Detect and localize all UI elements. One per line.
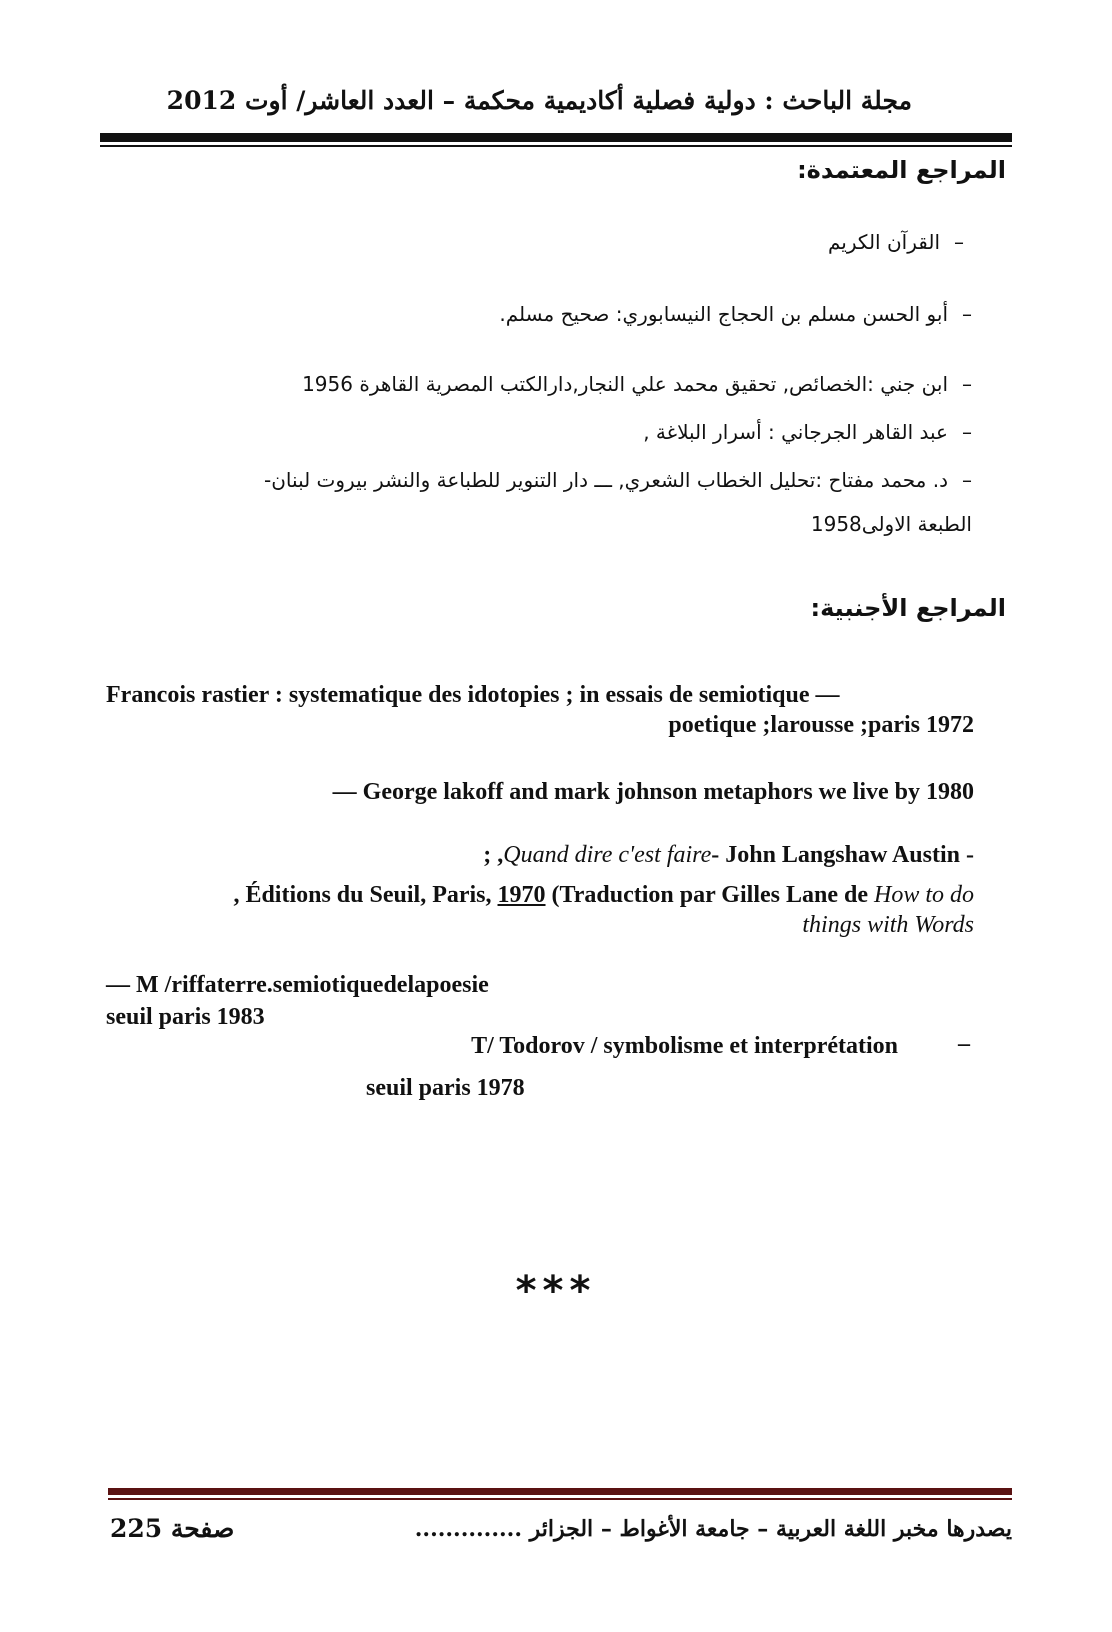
item-dash: – — [954, 230, 964, 254]
reference-text: د. محمد مفتاح :تحليل الخطاب الشعري, ـــ دار التنوير للطباعة والنشر بيروت لبنان- — [264, 468, 948, 492]
item-dash: – — [962, 372, 972, 396]
reference-todorov-continued: seuil paris 1978 — [366, 1075, 525, 1101]
austin-title: Quand dire c'est faire — [503, 842, 712, 868]
section-separator: *** — [515, 1268, 597, 1314]
item-dash: – — [962, 420, 972, 444]
reference-todorov: T/ Todorov / symbolisme et interprétation — [471, 1033, 898, 1059]
reference-austin — [483, 842, 974, 869]
arabic-reference-item-continued: الطبعة الاولى1958 — [810, 512, 972, 536]
austin-publisher: , Éditions du Seuil, Paris, — [233, 882, 498, 908]
header-rule-thin — [100, 145, 1012, 147]
foreign-references-heading: المراجع الأجنبية: — [810, 594, 1006, 622]
footer-rule-thin — [108, 1498, 1012, 1500]
austin-prefix: ; , — [483, 842, 504, 868]
austin-original-title-end: things with Words — [802, 912, 974, 938]
arabic-reference-item — [264, 468, 972, 492]
reference-rastier: Francois rastier : systematique des idotopies ; in essais de semiotique — — [106, 682, 840, 708]
austin-original-title: How to do — [873, 882, 974, 908]
footer-rule — [108, 1488, 1012, 1495]
reference-text: ابن جني :الخصائص, تحقيق محمد علي النجار,دارالكتب المصرية القاهرة 1956 — [302, 372, 948, 396]
reference-text: أبو الحسن مسلم بن الحجاج النيسابوري: صحيح مسلم. — [499, 302, 948, 326]
arabic-reference-item — [828, 230, 964, 254]
austin-year: 1970 — [497, 882, 546, 908]
reference-riffaterre: — M /riffaterre.semiotiquedelapoesie — [106, 972, 489, 998]
arabic-references-heading: المراجع المعتمدة: — [797, 156, 1006, 184]
arabic-reference-item — [302, 372, 972, 396]
reference-austin-continued-2 — [802, 912, 974, 939]
todorov-dash: – — [958, 1031, 970, 1057]
footer-publisher: يصدرها مخبر اللغة العربية – جامعة الأغواط – الجزائر .............. — [414, 1516, 1012, 1542]
reference-text: القرآن الكريم — [827, 230, 940, 254]
reference-text: عبد القاهر الجرجاني : أسرار البلاغة , — [643, 420, 948, 444]
arabic-reference-item — [499, 302, 972, 326]
reference-austin-continued — [233, 882, 974, 909]
reference-rastier-continued: poetique ;larousse ;paris 1972 — [668, 712, 974, 738]
item-dash: – — [962, 468, 972, 492]
reference-riffaterre-continued: seuil paris 1983 — [106, 1004, 265, 1030]
austin-translation: (Traduction par Gilles Lane de — [545, 882, 874, 908]
reference-lakoff: — George lakoff and mark johnson metaphors we live by 1980 — [332, 779, 974, 805]
page-number: صفحة 225 — [110, 1514, 235, 1543]
journal-header-title: مجلة الباحث : دولية فصلية أكاديمية محكمة – العدد العاشر/ أوت 2012 — [166, 86, 912, 115]
arabic-reference-item — [643, 420, 972, 444]
austin-author: - John Langshaw Austin - — [711, 842, 974, 868]
header-rule — [100, 133, 1012, 142]
item-dash: – — [962, 302, 972, 326]
